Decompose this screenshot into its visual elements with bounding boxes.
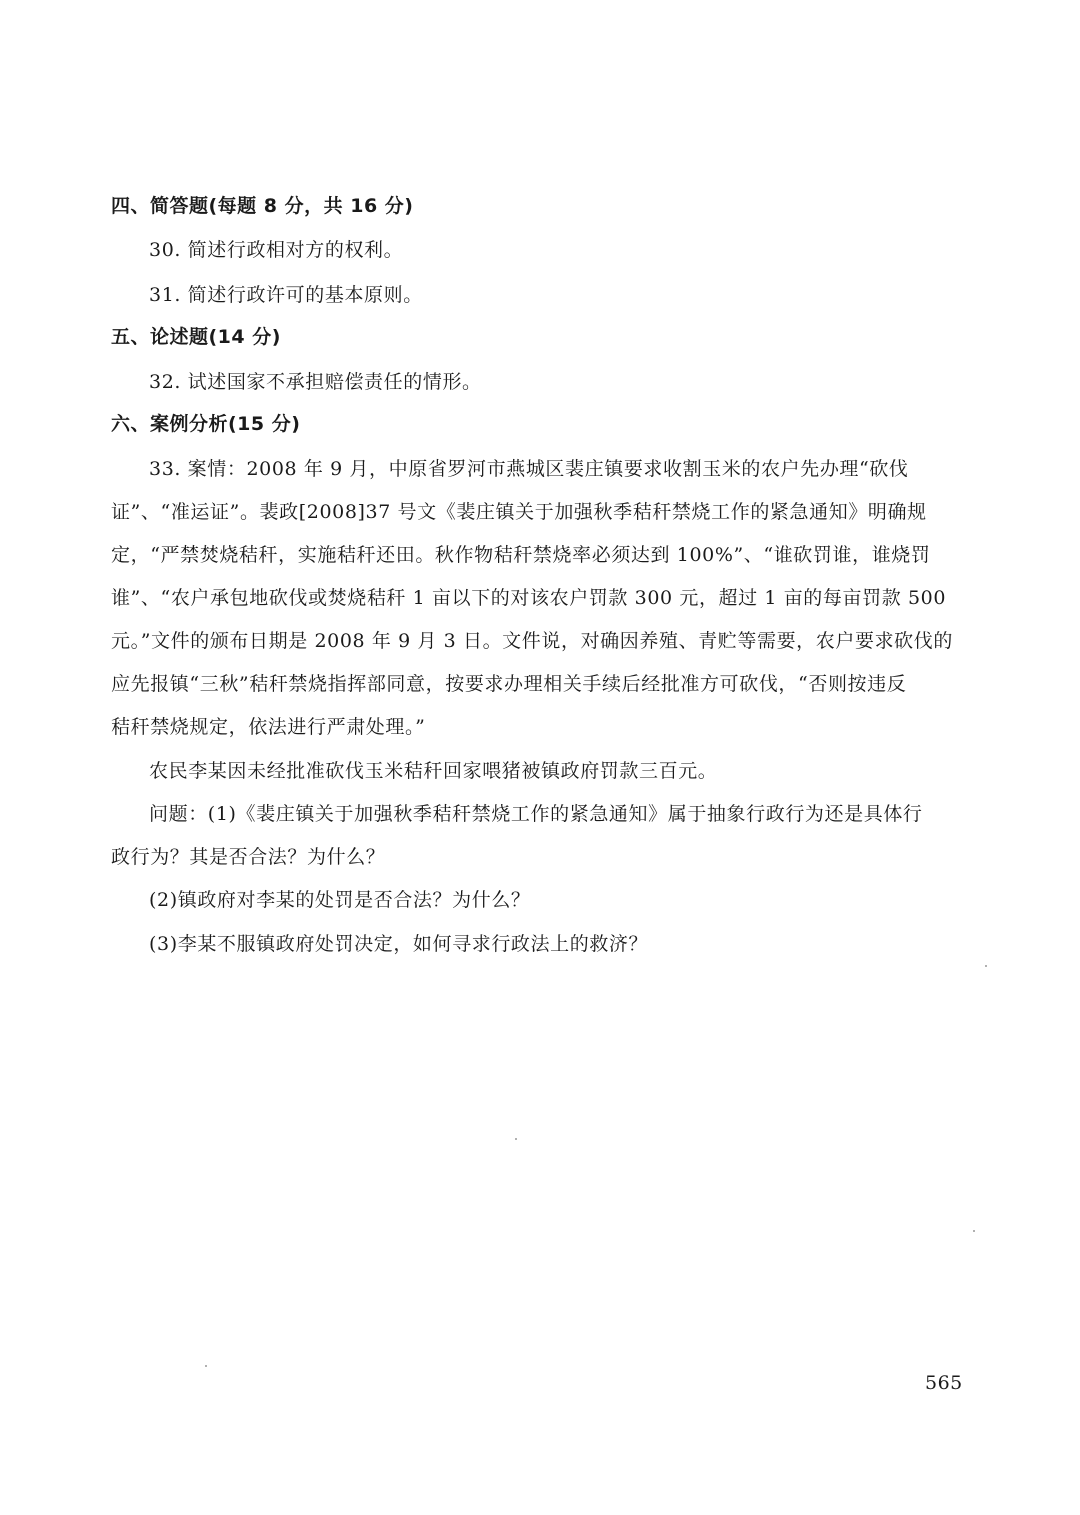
case-line: 应先报镇“三秋”秸秆禁烧指挥部同意，按要求办理相关手续后经批准方可砍伐，“否则按违反 bbox=[111, 673, 907, 695]
section-five-heading: 五、论述题(14 分) bbox=[111, 326, 281, 348]
page-number: 565 bbox=[925, 1372, 963, 1394]
case-line: 秸秆禁烧规定，依法进行严肃处理。” bbox=[111, 716, 426, 738]
case-line: 33. 案情：2008 年 9 月，中原省罗河市燕城区裴庄镇要求收割玉米的农户先办理“砍伐 bbox=[149, 458, 909, 480]
scan-speck bbox=[985, 965, 987, 967]
case-line: 元。”文件的颁布日期是 2008 年 9 月 3 日。文件说，对确因养殖、青贮等需要，农户要求砍伐的 bbox=[111, 630, 953, 652]
question-30: 30. 简述行政相对方的权利。 bbox=[149, 239, 404, 261]
scan-speck bbox=[205, 1365, 207, 1367]
question-32: 32. 试述国家不承担赔偿责任的情形。 bbox=[149, 371, 482, 393]
question-2: (2)镇政府对李某的处罚是否合法？为什么？ bbox=[149, 889, 531, 911]
section-four-heading: 四、简答题(每题 8 分，共 16 分) bbox=[111, 195, 414, 217]
section-six-heading: 六、案例分析(15 分) bbox=[111, 413, 301, 435]
question-1-line: 问题：(1)《裴庄镇关于加强秋季秸秆禁烧工作的紧急通知》属于抽象行政行为还是具体行 bbox=[149, 803, 923, 825]
question-1-line: 政行为？其是否合法？为什么？ bbox=[111, 846, 386, 868]
question-31: 31. 简述行政许可的基本原则。 bbox=[149, 284, 423, 306]
scan-speck bbox=[515, 1138, 517, 1140]
question-3: (3)李某不服镇政府处罚决定，如何寻求行政法上的救济？ bbox=[149, 933, 649, 955]
case-line: 证”、“准运证”。裴政[2008]37 号文《裴庄镇关于加强秋季秸秆禁烧工作的紧急通知》明确规 bbox=[111, 501, 927, 523]
case-line: 谁”、“农户承包地砍伐或焚烧秸秆 1 亩以下的对该农户罚款 300 元，超过 1 亩的每亩罚款 500 bbox=[111, 587, 947, 609]
scan-speck bbox=[973, 1230, 975, 1232]
farmer-statement: 农民李某因未经批准砍伐玉米秸秆回家喂猪被镇政府罚款三百元。 bbox=[149, 760, 718, 782]
case-line: 定，“严禁焚烧秸秆，实施秸秆还田。秋作物秸秆禁烧率必须达到 100%”、“谁砍罚谁，谁烧罚 bbox=[111, 544, 931, 566]
